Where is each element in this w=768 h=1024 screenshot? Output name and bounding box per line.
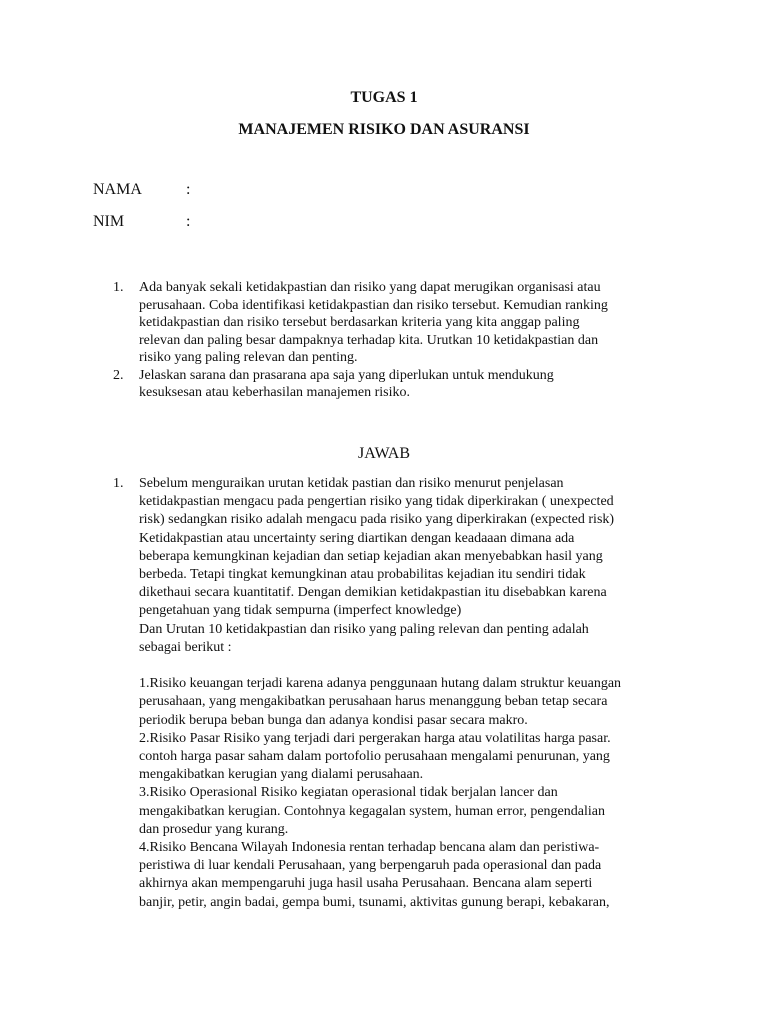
question-item bbox=[113, 367, 653, 402]
risk-item-line: banjir, petir, angin badai, gempa bumi, tsunami, aktivitas gunung berapi, kebakaran, bbox=[139, 894, 610, 910]
document-subtitle: MANAJEMEN RISIKO DAN ASURANSI bbox=[238, 121, 530, 138]
risk-item-line: 1.Risiko keuangan terjadi karena adanya penggunaan hutang dalam struktur keuangan bbox=[139, 676, 622, 692]
question-list bbox=[113, 279, 653, 402]
answer-line: ketidakpastian mengacu pada pengertian risiko yang tidak diperkirakan ( unexpected bbox=[139, 494, 614, 510]
nim-label: NIM bbox=[93, 213, 125, 230]
answer-line: Dan Urutan 10 ketidakpastian dan risiko yang paling relevan dan penting adalah bbox=[139, 621, 589, 637]
nama-colon: : bbox=[186, 181, 191, 198]
risk-item-line: contoh harga pasar saham dalam portofolio perusahaan mengalami penurunan, yang bbox=[139, 749, 610, 765]
risk-item-line: mengakibatkan kerugian. Contohnya kegagalan system, human error, pengendalian bbox=[139, 803, 605, 819]
question-line: perusahaan. Coba identifikasi ketidakpastian dan risiko tersebut. Kemudian ranking bbox=[139, 297, 608, 313]
question-line: kesuksesan atau keberhasilan manajemen risiko. bbox=[139, 385, 410, 400]
risk-item-line: 2.Risiko Pasar Risiko yang terjadi dari pergerakan harga atau volatilitas harga pasar. bbox=[139, 730, 611, 746]
question-item bbox=[113, 279, 653, 367]
risk-item-line: mengakibatkan kerugian yang dialami perusahaan. bbox=[139, 767, 424, 783]
answer-line: sebagai berikut : bbox=[139, 639, 232, 655]
answer-line: pengetahuan yang tidak sempurna (imperfect knowledge) bbox=[139, 603, 462, 619]
paragraph-gap bbox=[139, 657, 673, 675]
risk-item-line: perusahaan, yang mengakibatkan perusahaan harus menanggung beban tetap secara bbox=[139, 694, 608, 710]
nim-field bbox=[93, 212, 191, 232]
question-line: Ada banyak sekali ketidakpastian dan risiko yang dapat merugikan organisasi atau bbox=[139, 280, 601, 295]
answer-line: beberapa kemungkinan kejadian dan setiap kejadian akan menyebabkan hasil yang bbox=[139, 548, 603, 564]
answer-line: risk) sedangkan risiko adalah mengacu pada risiko yang diperkirakan (expected risk) bbox=[139, 512, 615, 528]
question-line: risiko yang paling relevan dan penting. bbox=[139, 350, 358, 365]
risk-item-line: periodik berupa beban bunga dan adanya kondisi pasar secara makro. bbox=[139, 712, 528, 728]
answer-line: berbeda. Tetapi tingkat kemungkinan atau probabilitas kejadian itu sendiri tidak bbox=[139, 567, 586, 583]
question-number: 1. bbox=[113, 280, 124, 295]
risk-item-line: 4.Risiko Bencana Wilayah Indonesia rentan terhadap bencana alam dan peristiwa- bbox=[139, 840, 600, 856]
risk-item-line: peristiwa di luar kendali Perusahaan, yang berpengaruh pada operasional dan pada bbox=[139, 858, 602, 874]
risk-item-line: akhirnya akan mempengaruhi juga hasil usaha Perusahaan. Bencana alam seperti bbox=[139, 876, 593, 892]
nim-colon: : bbox=[186, 213, 191, 230]
answer-heading: JAWAB bbox=[357, 445, 411, 462]
nama-field bbox=[93, 180, 191, 200]
risk-item-line: dan prosedur yang kurang. bbox=[139, 821, 289, 837]
answer-line: dikethaui secara kuantitatif. Dengan demikian ketidakpastian itu disebabkan karena bbox=[139, 585, 607, 601]
answer-line: Ketidakpastian atau uncertainty sering diartikan dengan keadaaan dimana ada bbox=[139, 530, 575, 546]
answer-section bbox=[113, 475, 673, 912]
nama-label: NAMA bbox=[93, 181, 142, 198]
risk-item-line: 3.Risiko Operasional Risiko kegiatan operasional tidak berjalan lancer dan bbox=[139, 785, 558, 801]
answer-item bbox=[113, 475, 673, 912]
question-number: 2. bbox=[113, 367, 124, 383]
document-title: TUGAS 1 bbox=[350, 89, 418, 106]
answer-number: 1. bbox=[113, 476, 124, 491]
answer-line: Sebelum menguraikan urutan ketidak pastian dan risiko menurut penjelasan bbox=[139, 476, 564, 491]
question-line: ketidakpastian dan risiko tersebut berdasarkan kriteria yang kita anggap paling bbox=[139, 315, 580, 330]
question-line: Jelaskan sarana dan prasarana apa saja yang diperlukan untuk mendukung bbox=[139, 367, 554, 383]
question-line: relevan dan paling besar dampaknya terhadap kita. Urutkan 10 ketidakpastian dan bbox=[139, 332, 599, 348]
